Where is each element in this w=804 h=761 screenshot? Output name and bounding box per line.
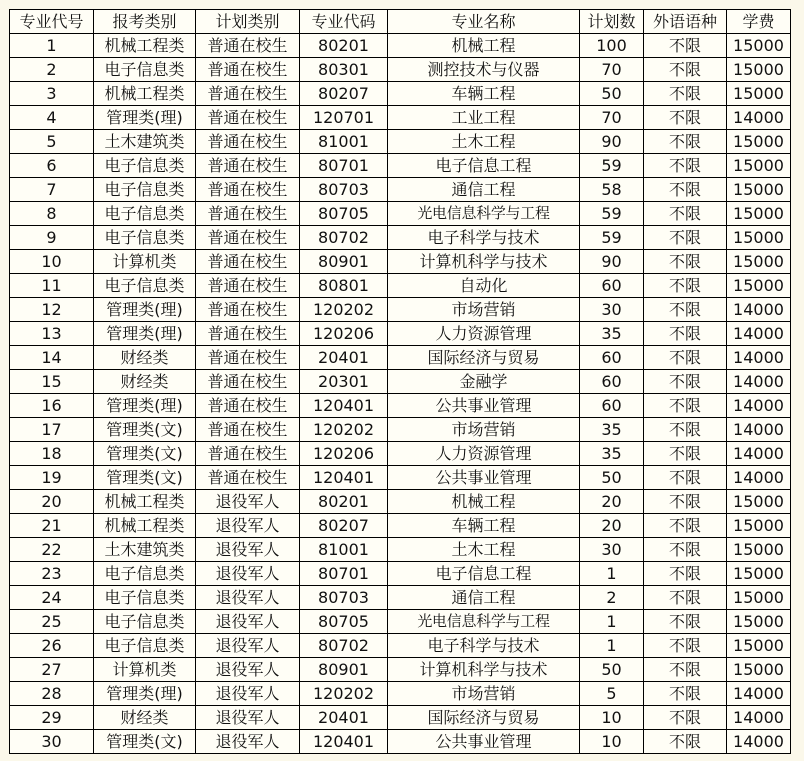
cell-major-name: 公共事业管理: [388, 394, 580, 418]
cell-application-category: 电子信息类: [94, 586, 196, 610]
cell-plan-count: 35: [580, 322, 644, 346]
cell-tuition: 15000: [727, 490, 791, 514]
cell-tuition: 14000: [727, 466, 791, 490]
table-row: [10, 706, 791, 730]
cell-major-name: 公共事业管理: [388, 466, 580, 490]
table-row: [10, 322, 791, 346]
table-row: [10, 562, 791, 586]
table-row: [10, 226, 791, 250]
cell-plan-count: 50: [580, 658, 644, 682]
cell-plan-category: 退役军人: [196, 634, 300, 658]
cell-major-name: 市场营销: [388, 298, 580, 322]
cell-plan-category: 普通在校生: [196, 466, 300, 490]
col-header-plan-count: 计划数: [580, 10, 644, 34]
cell-application-category: 机械工程类: [94, 82, 196, 106]
cell-plan-category: 普通在校生: [196, 82, 300, 106]
cell-plan-count: 2: [580, 586, 644, 610]
cell-plan-category: 普通在校生: [196, 322, 300, 346]
cell-tuition: 14000: [727, 418, 791, 442]
table-row: [10, 202, 791, 226]
cell-plan-count: 59: [580, 226, 644, 250]
cell-major-code: 80801: [300, 274, 388, 298]
cell-major-number: 5: [10, 130, 94, 154]
col-header-major-number: 专业代号: [10, 10, 94, 34]
cell-plan-count: 59: [580, 154, 644, 178]
cell-tuition: 15000: [727, 226, 791, 250]
cell-major-name: 市场营销: [388, 418, 580, 442]
cell-plan-category: 普通在校生: [196, 274, 300, 298]
cell-tuition: 15000: [727, 274, 791, 298]
table-row: [10, 58, 791, 82]
cell-application-category: 电子信息类: [94, 154, 196, 178]
cell-foreign-language: 不限: [644, 370, 727, 394]
cell-major-number: 1: [10, 34, 94, 58]
cell-application-category: 管理类(理): [94, 106, 196, 130]
cell-major-code: 80207: [300, 514, 388, 538]
table-row: [10, 538, 791, 562]
cell-major-name: 通信工程: [388, 178, 580, 202]
cell-plan-category: 普通在校生: [196, 202, 300, 226]
table-row: [10, 178, 791, 202]
table-row: [10, 514, 791, 538]
cell-major-name: 光电信息科学与工程: [388, 610, 580, 634]
cell-plan-category: 退役军人: [196, 706, 300, 730]
cell-foreign-language: 不限: [644, 514, 727, 538]
cell-application-category: 电子信息类: [94, 226, 196, 250]
cell-major-name: 车辆工程: [388, 82, 580, 106]
cell-application-category: 管理类(文): [94, 442, 196, 466]
table-row: [10, 442, 791, 466]
col-header-foreign-language: 外语语种: [644, 10, 727, 34]
cell-major-number: 14: [10, 346, 94, 370]
table-body: [10, 34, 791, 754]
cell-major-number: 17: [10, 418, 94, 442]
cell-major-name: 电子科学与技术: [388, 226, 580, 250]
cell-plan-count: 50: [580, 82, 644, 106]
cell-application-category: 管理类(文): [94, 730, 196, 754]
table-row: [10, 490, 791, 514]
cell-application-category: 管理类(理): [94, 394, 196, 418]
cell-foreign-language: 不限: [644, 418, 727, 442]
cell-major-code: 20301: [300, 370, 388, 394]
cell-major-name: 土木工程: [388, 538, 580, 562]
cell-plan-count: 100: [580, 34, 644, 58]
cell-major-name: 计算机科学与技术: [388, 658, 580, 682]
cell-tuition: 14000: [727, 370, 791, 394]
cell-foreign-language: 不限: [644, 682, 727, 706]
table-row: [10, 130, 791, 154]
cell-tuition: 15000: [727, 202, 791, 226]
cell-foreign-language: 不限: [644, 226, 727, 250]
cell-major-number: 7: [10, 178, 94, 202]
cell-major-name: 电子信息工程: [388, 562, 580, 586]
cell-plan-category: 退役军人: [196, 586, 300, 610]
cell-plan-count: 59: [580, 202, 644, 226]
cell-major-number: 21: [10, 514, 94, 538]
cell-major-code: 120206: [300, 442, 388, 466]
header-row: [10, 10, 791, 34]
table-row: [10, 466, 791, 490]
cell-major-code: 80703: [300, 586, 388, 610]
cell-major-name: 计算机科学与技术: [388, 250, 580, 274]
cell-major-name: 机械工程: [388, 34, 580, 58]
cell-plan-category: 普通在校生: [196, 442, 300, 466]
enrollment-plan-table: [9, 9, 791, 754]
table-row: [10, 82, 791, 106]
cell-plan-category: 退役军人: [196, 538, 300, 562]
cell-application-category: 管理类(文): [94, 418, 196, 442]
cell-foreign-language: 不限: [644, 490, 727, 514]
col-header-application-category: 报考类别: [94, 10, 196, 34]
cell-tuition: 15000: [727, 610, 791, 634]
cell-major-code: 81001: [300, 538, 388, 562]
cell-major-number: 10: [10, 250, 94, 274]
cell-major-code: 120202: [300, 682, 388, 706]
table-row: [10, 370, 791, 394]
cell-plan-category: 普通在校生: [196, 226, 300, 250]
cell-tuition: 15000: [727, 250, 791, 274]
cell-application-category: 管理类(理): [94, 682, 196, 706]
cell-foreign-language: 不限: [644, 658, 727, 682]
cell-tuition: 15000: [727, 514, 791, 538]
table-row: [10, 586, 791, 610]
cell-tuition: 15000: [727, 82, 791, 106]
cell-major-code: 120701: [300, 106, 388, 130]
cell-plan-count: 90: [580, 130, 644, 154]
cell-tuition: 14000: [727, 322, 791, 346]
cell-plan-category: 普通在校生: [196, 346, 300, 370]
cell-foreign-language: 不限: [644, 466, 727, 490]
cell-foreign-language: 不限: [644, 82, 727, 106]
cell-plan-count: 30: [580, 538, 644, 562]
table-row: [10, 34, 791, 58]
cell-major-name: 人力资源管理: [388, 442, 580, 466]
cell-plan-count: 90: [580, 250, 644, 274]
cell-application-category: 电子信息类: [94, 634, 196, 658]
cell-plan-count: 10: [580, 706, 644, 730]
cell-tuition: 15000: [727, 58, 791, 82]
cell-foreign-language: 不限: [644, 586, 727, 610]
cell-tuition: 14000: [727, 106, 791, 130]
cell-major-number: 12: [10, 298, 94, 322]
cell-major-name: 国际经济与贸易: [388, 706, 580, 730]
cell-plan-category: 普通在校生: [196, 298, 300, 322]
cell-major-code: 81001: [300, 130, 388, 154]
cell-tuition: 15000: [727, 658, 791, 682]
cell-foreign-language: 不限: [644, 634, 727, 658]
cell-application-category: 管理类(理): [94, 298, 196, 322]
cell-major-number: 28: [10, 682, 94, 706]
cell-major-number: 2: [10, 58, 94, 82]
cell-major-number: 27: [10, 658, 94, 682]
cell-plan-category: 普通在校生: [196, 106, 300, 130]
cell-application-category: 电子信息类: [94, 178, 196, 202]
cell-major-name: 人力资源管理: [388, 322, 580, 346]
cell-foreign-language: 不限: [644, 322, 727, 346]
cell-plan-count: 20: [580, 490, 644, 514]
cell-major-code: 80207: [300, 82, 388, 106]
cell-major-name: 通信工程: [388, 586, 580, 610]
table-row: [10, 394, 791, 418]
cell-major-code: 120401: [300, 730, 388, 754]
cell-major-name: 土木工程: [388, 130, 580, 154]
cell-tuition: 15000: [727, 634, 791, 658]
cell-plan-category: 退役军人: [196, 682, 300, 706]
cell-plan-count: 10: [580, 730, 644, 754]
cell-major-name: 电子科学与技术: [388, 634, 580, 658]
table-row: [10, 730, 791, 754]
cell-major-number: 4: [10, 106, 94, 130]
cell-foreign-language: 不限: [644, 298, 727, 322]
cell-major-name: 电子信息工程: [388, 154, 580, 178]
cell-major-number: 23: [10, 562, 94, 586]
col-header-major-name: 专业名称: [388, 10, 580, 34]
cell-foreign-language: 不限: [644, 394, 727, 418]
cell-plan-count: 60: [580, 274, 644, 298]
cell-plan-count: 20: [580, 514, 644, 538]
cell-plan-count: 30: [580, 298, 644, 322]
table-row: [10, 610, 791, 634]
cell-plan-count: 60: [580, 346, 644, 370]
cell-plan-category: 退役军人: [196, 610, 300, 634]
cell-major-number: 22: [10, 538, 94, 562]
cell-major-code: 80201: [300, 34, 388, 58]
cell-application-category: 财经类: [94, 370, 196, 394]
cell-major-code: 20401: [300, 346, 388, 370]
cell-tuition: 15000: [727, 34, 791, 58]
cell-application-category: 计算机类: [94, 658, 196, 682]
cell-major-number: 18: [10, 442, 94, 466]
cell-major-code: 80701: [300, 562, 388, 586]
cell-major-number: 29: [10, 706, 94, 730]
cell-plan-category: 普通在校生: [196, 250, 300, 274]
cell-application-category: 机械工程类: [94, 34, 196, 58]
cell-plan-count: 58: [580, 178, 644, 202]
cell-plan-category: 退役军人: [196, 514, 300, 538]
cell-tuition: 14000: [727, 346, 791, 370]
cell-major-name: 公共事业管理: [388, 730, 580, 754]
cell-major-name: 自动化: [388, 274, 580, 298]
cell-foreign-language: 不限: [644, 106, 727, 130]
table-row: [10, 346, 791, 370]
cell-major-code: 120202: [300, 418, 388, 442]
cell-major-name: 测控技术与仪器: [388, 58, 580, 82]
cell-plan-count: 50: [580, 466, 644, 490]
cell-major-code: 20401: [300, 706, 388, 730]
cell-application-category: 土木建筑类: [94, 538, 196, 562]
cell-foreign-language: 不限: [644, 706, 727, 730]
cell-major-code: 120401: [300, 394, 388, 418]
cell-foreign-language: 不限: [644, 58, 727, 82]
cell-major-number: 24: [10, 586, 94, 610]
cell-foreign-language: 不限: [644, 154, 727, 178]
col-header-tuition: 学费: [727, 10, 791, 34]
cell-tuition: 14000: [727, 706, 791, 730]
table-row: [10, 634, 791, 658]
cell-foreign-language: 不限: [644, 442, 727, 466]
cell-major-name: 市场营销: [388, 682, 580, 706]
cell-major-name: 国际经济与贸易: [388, 346, 580, 370]
cell-tuition: 15000: [727, 586, 791, 610]
cell-plan-category: 普通在校生: [196, 418, 300, 442]
cell-application-category: 机械工程类: [94, 514, 196, 538]
cell-foreign-language: 不限: [644, 562, 727, 586]
cell-plan-category: 普通在校生: [196, 58, 300, 82]
cell-tuition: 15000: [727, 130, 791, 154]
cell-major-code: 80901: [300, 658, 388, 682]
cell-application-category: 电子信息类: [94, 202, 196, 226]
cell-foreign-language: 不限: [644, 538, 727, 562]
cell-application-category: 机械工程类: [94, 490, 196, 514]
cell-plan-category: 普通在校生: [196, 370, 300, 394]
col-header-major-code: 专业代码: [300, 10, 388, 34]
cell-major-number: 15: [10, 370, 94, 394]
cell-major-name: 机械工程: [388, 490, 580, 514]
cell-plan-count: 60: [580, 394, 644, 418]
cell-major-number: 11: [10, 274, 94, 298]
cell-plan-count: 70: [580, 58, 644, 82]
cell-plan-count: 70: [580, 106, 644, 130]
cell-tuition: 14000: [727, 442, 791, 466]
cell-plan-category: 普通在校生: [196, 130, 300, 154]
cell-plan-count: 1: [580, 610, 644, 634]
table-row: [10, 418, 791, 442]
cell-major-number: 19: [10, 466, 94, 490]
cell-tuition: 14000: [727, 682, 791, 706]
cell-foreign-language: 不限: [644, 250, 727, 274]
cell-plan-category: 退役军人: [196, 490, 300, 514]
cell-major-code: 80705: [300, 202, 388, 226]
cell-application-category: 财经类: [94, 346, 196, 370]
cell-application-category: 电子信息类: [94, 610, 196, 634]
cell-plan-category: 退役军人: [196, 730, 300, 754]
cell-major-code: 80705: [300, 610, 388, 634]
cell-major-number: 13: [10, 322, 94, 346]
cell-plan-count: 35: [580, 418, 644, 442]
cell-application-category: 土木建筑类: [94, 130, 196, 154]
cell-major-number: 9: [10, 226, 94, 250]
cell-plan-category: 普通在校生: [196, 34, 300, 58]
cell-tuition: 14000: [727, 394, 791, 418]
cell-major-code: 120401: [300, 466, 388, 490]
cell-major-number: 8: [10, 202, 94, 226]
cell-major-code: 80702: [300, 226, 388, 250]
table-row: [10, 250, 791, 274]
table-row: [10, 658, 791, 682]
cell-major-code: 80702: [300, 634, 388, 658]
cell-major-number: 26: [10, 634, 94, 658]
cell-major-number: 30: [10, 730, 94, 754]
cell-foreign-language: 不限: [644, 34, 727, 58]
cell-major-number: 16: [10, 394, 94, 418]
cell-plan-category: 普通在校生: [196, 394, 300, 418]
cell-major-code: 80301: [300, 58, 388, 82]
cell-major-code: 120206: [300, 322, 388, 346]
cell-application-category: 电子信息类: [94, 562, 196, 586]
cell-major-code: 80703: [300, 178, 388, 202]
cell-tuition: 15000: [727, 538, 791, 562]
table-row: [10, 106, 791, 130]
cell-major-number: 25: [10, 610, 94, 634]
cell-foreign-language: 不限: [644, 274, 727, 298]
cell-plan-count: 1: [580, 634, 644, 658]
cell-plan-category: 退役军人: [196, 658, 300, 682]
cell-application-category: 电子信息类: [94, 274, 196, 298]
cell-application-category: 管理类(理): [94, 322, 196, 346]
cell-tuition: 15000: [727, 154, 791, 178]
cell-plan-category: 普通在校生: [196, 154, 300, 178]
cell-plan-category: 退役军人: [196, 562, 300, 586]
cell-major-name: 光电信息科学与工程: [388, 202, 580, 226]
cell-tuition: 14000: [727, 298, 791, 322]
cell-application-category: 计算机类: [94, 250, 196, 274]
cell-tuition: 15000: [727, 178, 791, 202]
cell-tuition: 14000: [727, 730, 791, 754]
cell-foreign-language: 不限: [644, 178, 727, 202]
cell-foreign-language: 不限: [644, 610, 727, 634]
table-row: [10, 274, 791, 298]
cell-major-number: 6: [10, 154, 94, 178]
cell-plan-count: 60: [580, 370, 644, 394]
col-header-plan-category: 计划类别: [196, 10, 300, 34]
table-row: [10, 154, 791, 178]
table-row: [10, 682, 791, 706]
cell-foreign-language: 不限: [644, 346, 727, 370]
cell-major-name: 车辆工程: [388, 514, 580, 538]
cell-major-number: 20: [10, 490, 94, 514]
cell-major-code: 80901: [300, 250, 388, 274]
cell-major-code: 80201: [300, 490, 388, 514]
cell-tuition: 15000: [727, 562, 791, 586]
cell-major-name: 金融学: [388, 370, 580, 394]
table-row: [10, 298, 791, 322]
cell-major-number: 3: [10, 82, 94, 106]
cell-plan-count: 5: [580, 682, 644, 706]
cell-plan-count: 1: [580, 562, 644, 586]
cell-foreign-language: 不限: [644, 202, 727, 226]
cell-application-category: 财经类: [94, 706, 196, 730]
cell-application-category: 电子信息类: [94, 58, 196, 82]
cell-major-name: 工业工程: [388, 106, 580, 130]
cell-foreign-language: 不限: [644, 730, 727, 754]
cell-application-category: 管理类(文): [94, 466, 196, 490]
cell-major-code: 120202: [300, 298, 388, 322]
cell-foreign-language: 不限: [644, 130, 727, 154]
cell-plan-count: 35: [580, 442, 644, 466]
table-header: [10, 10, 791, 34]
cell-plan-category: 普通在校生: [196, 178, 300, 202]
cell-major-code: 80701: [300, 154, 388, 178]
